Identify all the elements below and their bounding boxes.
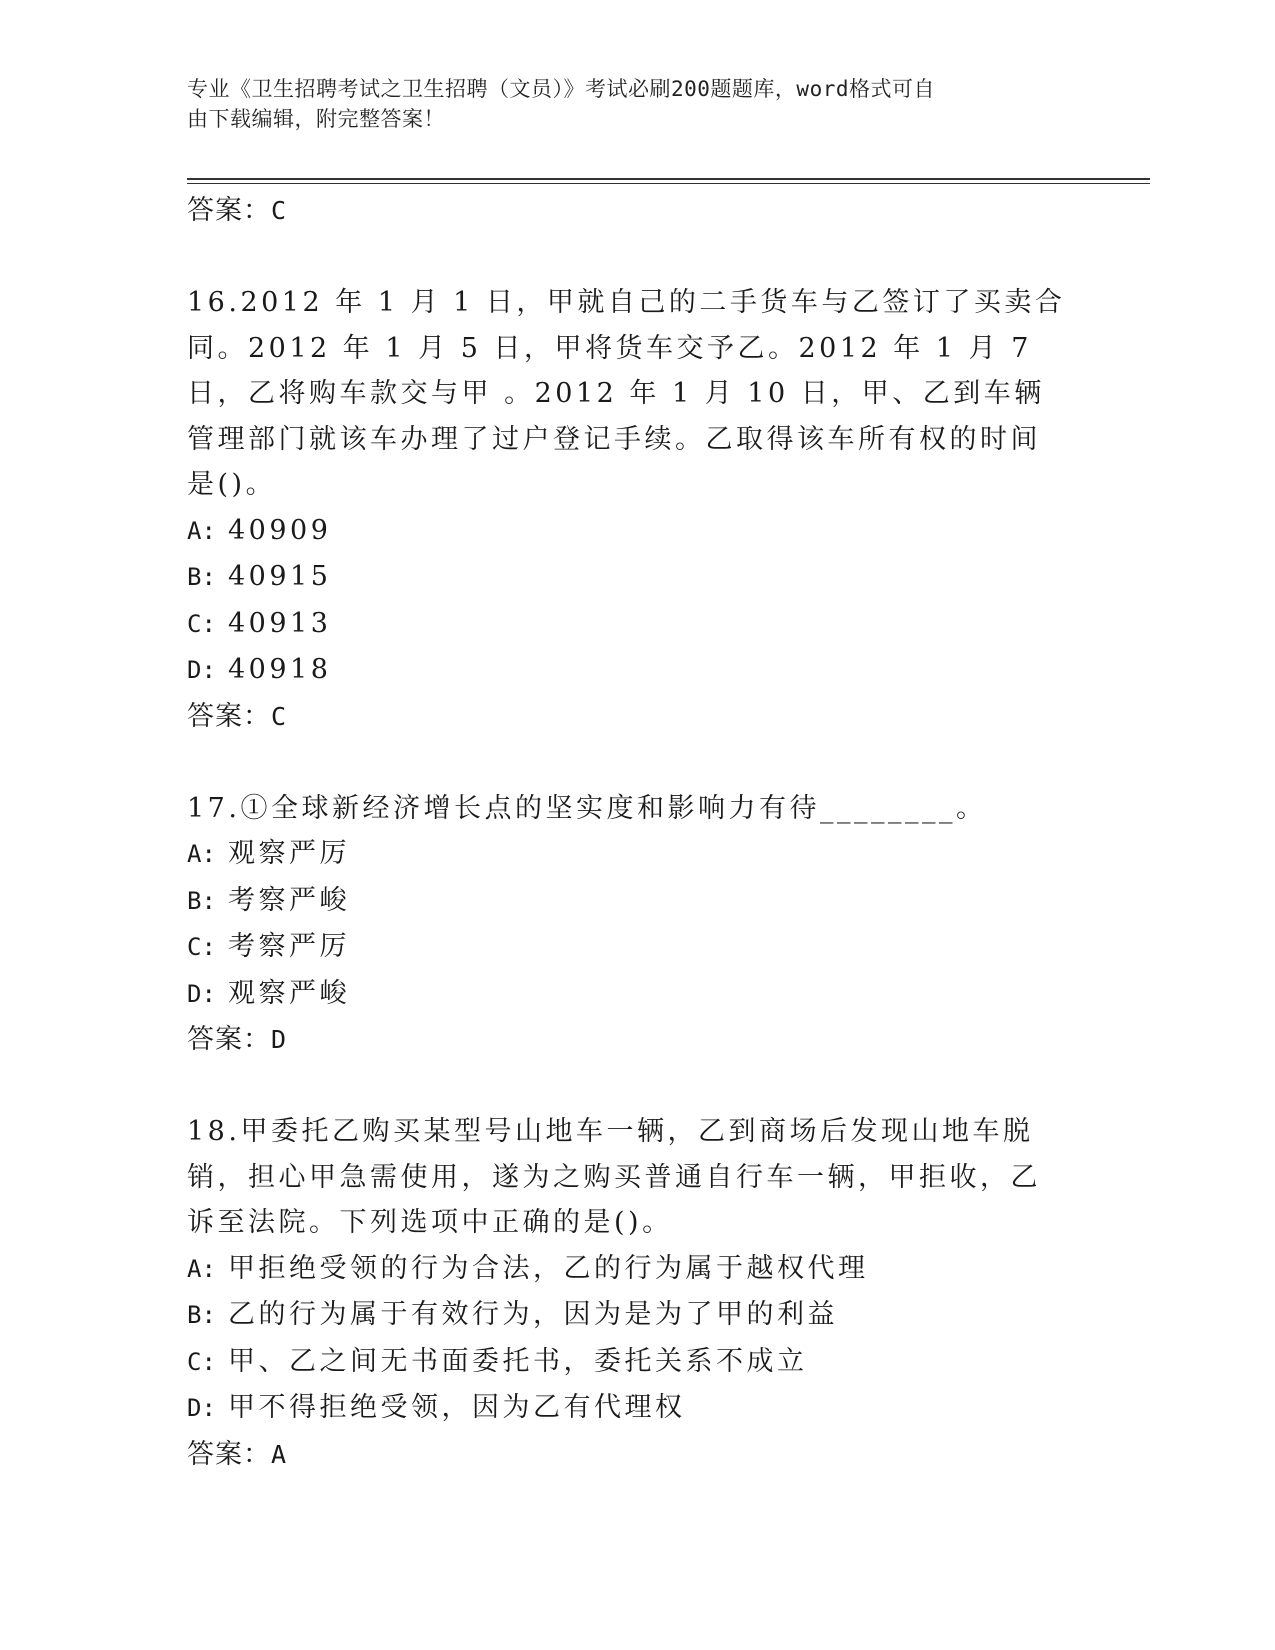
option-text: 考察严厉	[228, 931, 350, 962]
option-d	[187, 1385, 1087, 1432]
option-letter: C:	[187, 933, 216, 961]
option-b	[187, 554, 1087, 601]
option-d	[187, 647, 1087, 694]
answer-value: A	[271, 1439, 288, 1469]
header-divider-thin	[187, 183, 1150, 184]
option-text: 乙的行为属于有效行为，因为是为了甲的利益	[228, 1299, 838, 1330]
answer-label: 答案：	[187, 700, 271, 732]
question-16	[187, 280, 1087, 740]
spacer	[187, 234, 1087, 280]
option-letter: C:	[187, 1347, 216, 1376]
answer-value: C	[271, 701, 288, 731]
document-body	[187, 188, 1087, 1478]
option-letter: D:	[187, 1394, 216, 1422]
option-letter: A:	[187, 840, 216, 868]
option-a	[187, 1246, 1087, 1293]
question-18	[187, 1109, 1087, 1478]
header-line-1: 专业《卫生招聘考试之卫生招聘（文员）》考试必刷200题题库，word格式可自	[187, 77, 935, 101]
answer-label: 答案：	[187, 195, 271, 226]
spacer	[187, 740, 1087, 786]
option-text: 40913	[228, 607, 332, 639]
question-17	[187, 786, 1087, 1064]
option-c	[187, 601, 1087, 648]
option-letter: B:	[187, 563, 216, 591]
answer-value: D	[271, 1025, 288, 1054]
answer-value: C	[271, 196, 288, 225]
option-text: 考察严峻	[228, 884, 350, 916]
header-line-2: 由下载编辑，附完整答案！	[187, 107, 445, 131]
answer-label: 答案：	[187, 1438, 271, 1470]
option-a	[187, 508, 1087, 555]
question-answer	[187, 1432, 1087, 1478]
option-letter: A:	[187, 516, 216, 545]
answer-label: 答案：	[187, 1024, 271, 1055]
option-text: 40918	[228, 654, 332, 685]
option-letter: D:	[187, 979, 216, 1008]
option-letter: B:	[187, 886, 216, 915]
spacer	[187, 1063, 1087, 1109]
header-divider-thick	[187, 178, 1150, 180]
option-letter: A:	[187, 1254, 216, 1283]
option-text: 40909	[228, 514, 332, 546]
option-b	[187, 1292, 1087, 1339]
previous-answer	[187, 188, 1087, 234]
question-stem: 16.2012 年 1 月 1 日，甲就自己的二手货车与乙签订了买卖合同。2012 年 1 月 5 日，甲将货车交予乙。2012 年 1 月 7 日，乙将购车款交与甲 。2012 年 1 月 10 日，甲、乙到车辆管理部门就该车办理了过户登记手续。乙取得该车所有权的时间是()。	[187, 287, 1066, 500]
question-answer	[187, 694, 1087, 740]
document-header	[187, 74, 1067, 134]
question-stem: 18.甲委托乙购买某型号山地车一辆，乙到商场后发现山地车脱销，担心甲急需使用，遂为之购买普通自行车一辆，甲拒收，乙诉至法院。下列选项中正确的是()。	[187, 1116, 1041, 1238]
option-text: 观察严厉	[228, 838, 350, 869]
option-a	[187, 831, 1087, 878]
question-stem: 17.①全球新经济增长点的坚实度和影响力有待________。	[187, 792, 987, 824]
option-letter: B:	[187, 1301, 216, 1329]
option-c	[187, 924, 1087, 971]
option-c	[187, 1339, 1087, 1386]
question-answer	[187, 1017, 1087, 1063]
option-text: 40915	[228, 561, 332, 592]
option-text: 观察严峻	[228, 977, 350, 1009]
option-text: 甲拒绝受领的行为合法，乙的行为属于越权代理	[228, 1252, 869, 1284]
option-d	[187, 971, 1087, 1018]
option-text: 甲不得拒绝受领，因为乙有代理权	[228, 1392, 686, 1423]
option-text: 甲、乙之间无书面委托书，委托关系不成立	[228, 1345, 808, 1377]
option-letter: C:	[187, 609, 216, 638]
option-letter: D:	[187, 656, 216, 684]
option-b	[187, 878, 1087, 925]
